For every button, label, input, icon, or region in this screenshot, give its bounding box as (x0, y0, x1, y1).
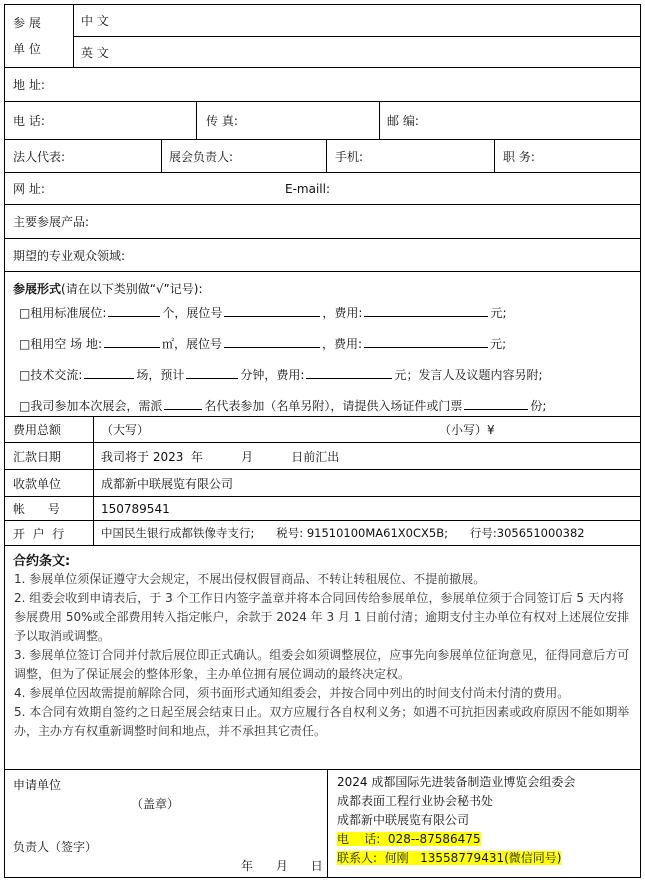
organizer-line3: 成都新中联展览有限公司 (337, 813, 470, 827)
fee-total-label: 费用总额 (13, 423, 62, 437)
remit-date-row (4, 442, 641, 469)
english-name-label: 英 文 (81, 46, 109, 60)
account-label: 帐 号 (13, 502, 60, 516)
products-field[interactable] (13, 205, 89, 238)
attendance-note: 名代表参加（名单另附），请提供入场证件或门票 (204, 399, 463, 413)
fax-label: 传 真: (206, 114, 238, 128)
english-name-field[interactable] (81, 37, 109, 68)
organizer-line2: 成都表面工程行业协会秘书处 (337, 794, 494, 808)
position-field[interactable] (503, 140, 535, 172)
option-attendance[interactable] (19, 397, 546, 414)
booth-fee-label: ，费用: (322, 306, 363, 320)
account-value: 150789541 (101, 501, 170, 516)
participation-title: 参展形式 (13, 282, 62, 296)
postcode-field[interactable] (387, 102, 419, 139)
tech-note-label: 元；发言人及议题内容另附; (394, 368, 543, 382)
space-fee-label: ，费用: (322, 337, 363, 351)
tech-duration-label: 场，预计 (136, 368, 185, 382)
term-item: 2. 组委会收到申请表后，于 3 个工作日内签字盖章并将本合同回传给参展单位，参展单位须于合同签订后 5 天内将参展费用 50%或全部费用转入指定帐户，余款于 2024 年 3 月 1 日前付清；逾期支付主办单位有权对上述展位安排予以取消或调整。 (14, 591, 630, 643)
email-field[interactable] (285, 173, 330, 204)
remit-date-text[interactable]: 我司将于 2023 年 月 日前汇出 (101, 449, 340, 464)
booth-count-blank[interactable] (108, 304, 160, 317)
ticket-count-blank[interactable] (464, 397, 528, 410)
terms-list (5, 570, 640, 741)
payee-row (4, 469, 641, 496)
representative-row (4, 139, 641, 172)
chinese-name-label: 中 文 (81, 14, 109, 28)
space-yuan-label: 元; (490, 337, 507, 351)
contact-row (4, 101, 641, 139)
space-fee-blank[interactable] (364, 335, 488, 348)
applicant-label: 申请单位 (13, 778, 62, 792)
exhibitor-label-line2: 单 位 (13, 42, 41, 56)
option-tech-exchange[interactable] (19, 366, 543, 383)
exhibitor-label-line1: 参 展 (13, 16, 41, 30)
space-number-blank[interactable] (224, 335, 320, 348)
booth-yuan-label: 元; (490, 306, 507, 320)
organizer-contact: 联系人: 何刚 13558779431(微信同号) (337, 851, 562, 865)
email-label: E-maill: (285, 181, 330, 196)
audience-label: 期望的专业观众领域: (13, 248, 126, 263)
address-row (4, 67, 641, 101)
bank-value: 中国民生银行成都铁像寺支行; 税号: 91510100MA61X0CX5B; 行号:305651000382 (101, 526, 585, 540)
account-row (4, 496, 641, 520)
bank-label: 开 户 行 (13, 526, 65, 541)
tech-exchange-label: □技术交流: (19, 368, 83, 382)
ticket-unit-label: 份; (530, 399, 547, 413)
exhibitor-row (4, 4, 641, 67)
remit-date-label: 汇款日期 (13, 449, 62, 464)
raw-space-label: □租用空 场 地: (19, 337, 103, 351)
audience-row (4, 238, 641, 271)
organizer-line1: 2024 成都国际先进装备制造业博览会组委会 (337, 775, 576, 789)
attendee-count-blank[interactable] (164, 397, 202, 410)
web-row (4, 172, 641, 204)
products-label: 主要参展产品: (13, 215, 90, 229)
postcode-label: 邮 编: (387, 114, 419, 128)
address-label: 地 址: (13, 78, 45, 92)
option-raw-space[interactable] (19, 335, 506, 352)
chinese-name-field[interactable] (81, 5, 109, 36)
terms-title: 合约条文: (13, 554, 71, 569)
participation-heading (13, 280, 203, 297)
term-item: 5. 本合同有效期自签约之日起至展会结束日止。双方应履行各自权利义务；如遇不可抗拒因素或政府原因不能如期举办，主办方有权重新调整时间和地点，并不承担其它责任。 (14, 705, 630, 738)
address-field[interactable] (13, 68, 45, 101)
space-number-label: ㎡，展位号 (162, 337, 223, 351)
fax-field[interactable] (206, 102, 238, 139)
attendance-label: □我司参加本次展会，需派 (19, 399, 163, 413)
booth-number-blank[interactable] (224, 304, 320, 317)
terms-row (4, 545, 641, 769)
tech-fee-blank[interactable] (306, 366, 392, 379)
payee-value: 成都新中联展览有限公司 (101, 476, 234, 491)
standard-booth-label: □租用标准展位: (19, 306, 107, 320)
organizer-block (337, 773, 575, 868)
exhibitor-label (13, 5, 73, 67)
bank-row (4, 520, 641, 545)
fee-total-row (4, 416, 641, 442)
tech-fee-label: 分钟，费用: (240, 368, 305, 382)
products-row (4, 204, 641, 238)
fee-total-lower[interactable]: （小写）¥ (439, 423, 495, 437)
participation-row (4, 271, 641, 416)
applicant-date[interactable]: 年 月 日 (241, 859, 323, 873)
tech-minutes-blank[interactable] (186, 366, 238, 379)
booth-fee-blank[interactable] (364, 304, 488, 317)
fee-total-upper[interactable]: （大写） (101, 423, 150, 437)
phone-field[interactable] (13, 102, 45, 139)
position-label: 职 务: (503, 149, 535, 164)
tech-sessions-blank[interactable] (84, 366, 134, 379)
booth-number-label: 个，展位号 (162, 306, 223, 320)
phone-label: 电 话: (13, 114, 45, 128)
legal-rep-label: 法人代表: (13, 149, 66, 164)
term-item: 4. 参展单位因故需提前解除合同，须书面形式通知组委会，并按合同中列出的时间支付尚未付清的费用。 (14, 686, 570, 700)
space-area-blank[interactable] (104, 335, 160, 348)
audience-field[interactable] (13, 239, 125, 271)
signature-row (4, 769, 641, 878)
term-item: 3. 参展单位签订合同并付款后展位即正式确认。组委会如须调整展位，应事先向参展单位征询意见，征得同意后方可调整，但为了保证展会的整体形象，主办单位拥有展位调动的最终决定权。 (14, 648, 630, 681)
term-item: 1. 参展单位须保证遵守大会规定，不展出侵权假冒商品、不转让转租展位、不提前撤展。 (14, 572, 486, 586)
website-label: 网 址: (13, 182, 45, 196)
applicant-seal[interactable]: （盖章） (131, 797, 180, 811)
mobile-label: 手机: (335, 149, 364, 164)
organizer-phone: 电 话: 028--87586475 (337, 832, 481, 846)
mobile-field[interactable] (335, 140, 363, 172)
website-field[interactable] (13, 173, 45, 204)
applicant-signer[interactable]: 负责人（签字） (13, 840, 98, 854)
expo-contact-label: 展会负责人: (169, 149, 234, 164)
participation-note: (请在以下类别做“√”记号): (61, 282, 203, 296)
payee-label: 收款单位 (13, 476, 62, 491)
option-standard-booth[interactable] (19, 304, 507, 321)
expo-contact-field[interactable] (169, 140, 233, 172)
legal-rep-field[interactable] (13, 140, 65, 172)
